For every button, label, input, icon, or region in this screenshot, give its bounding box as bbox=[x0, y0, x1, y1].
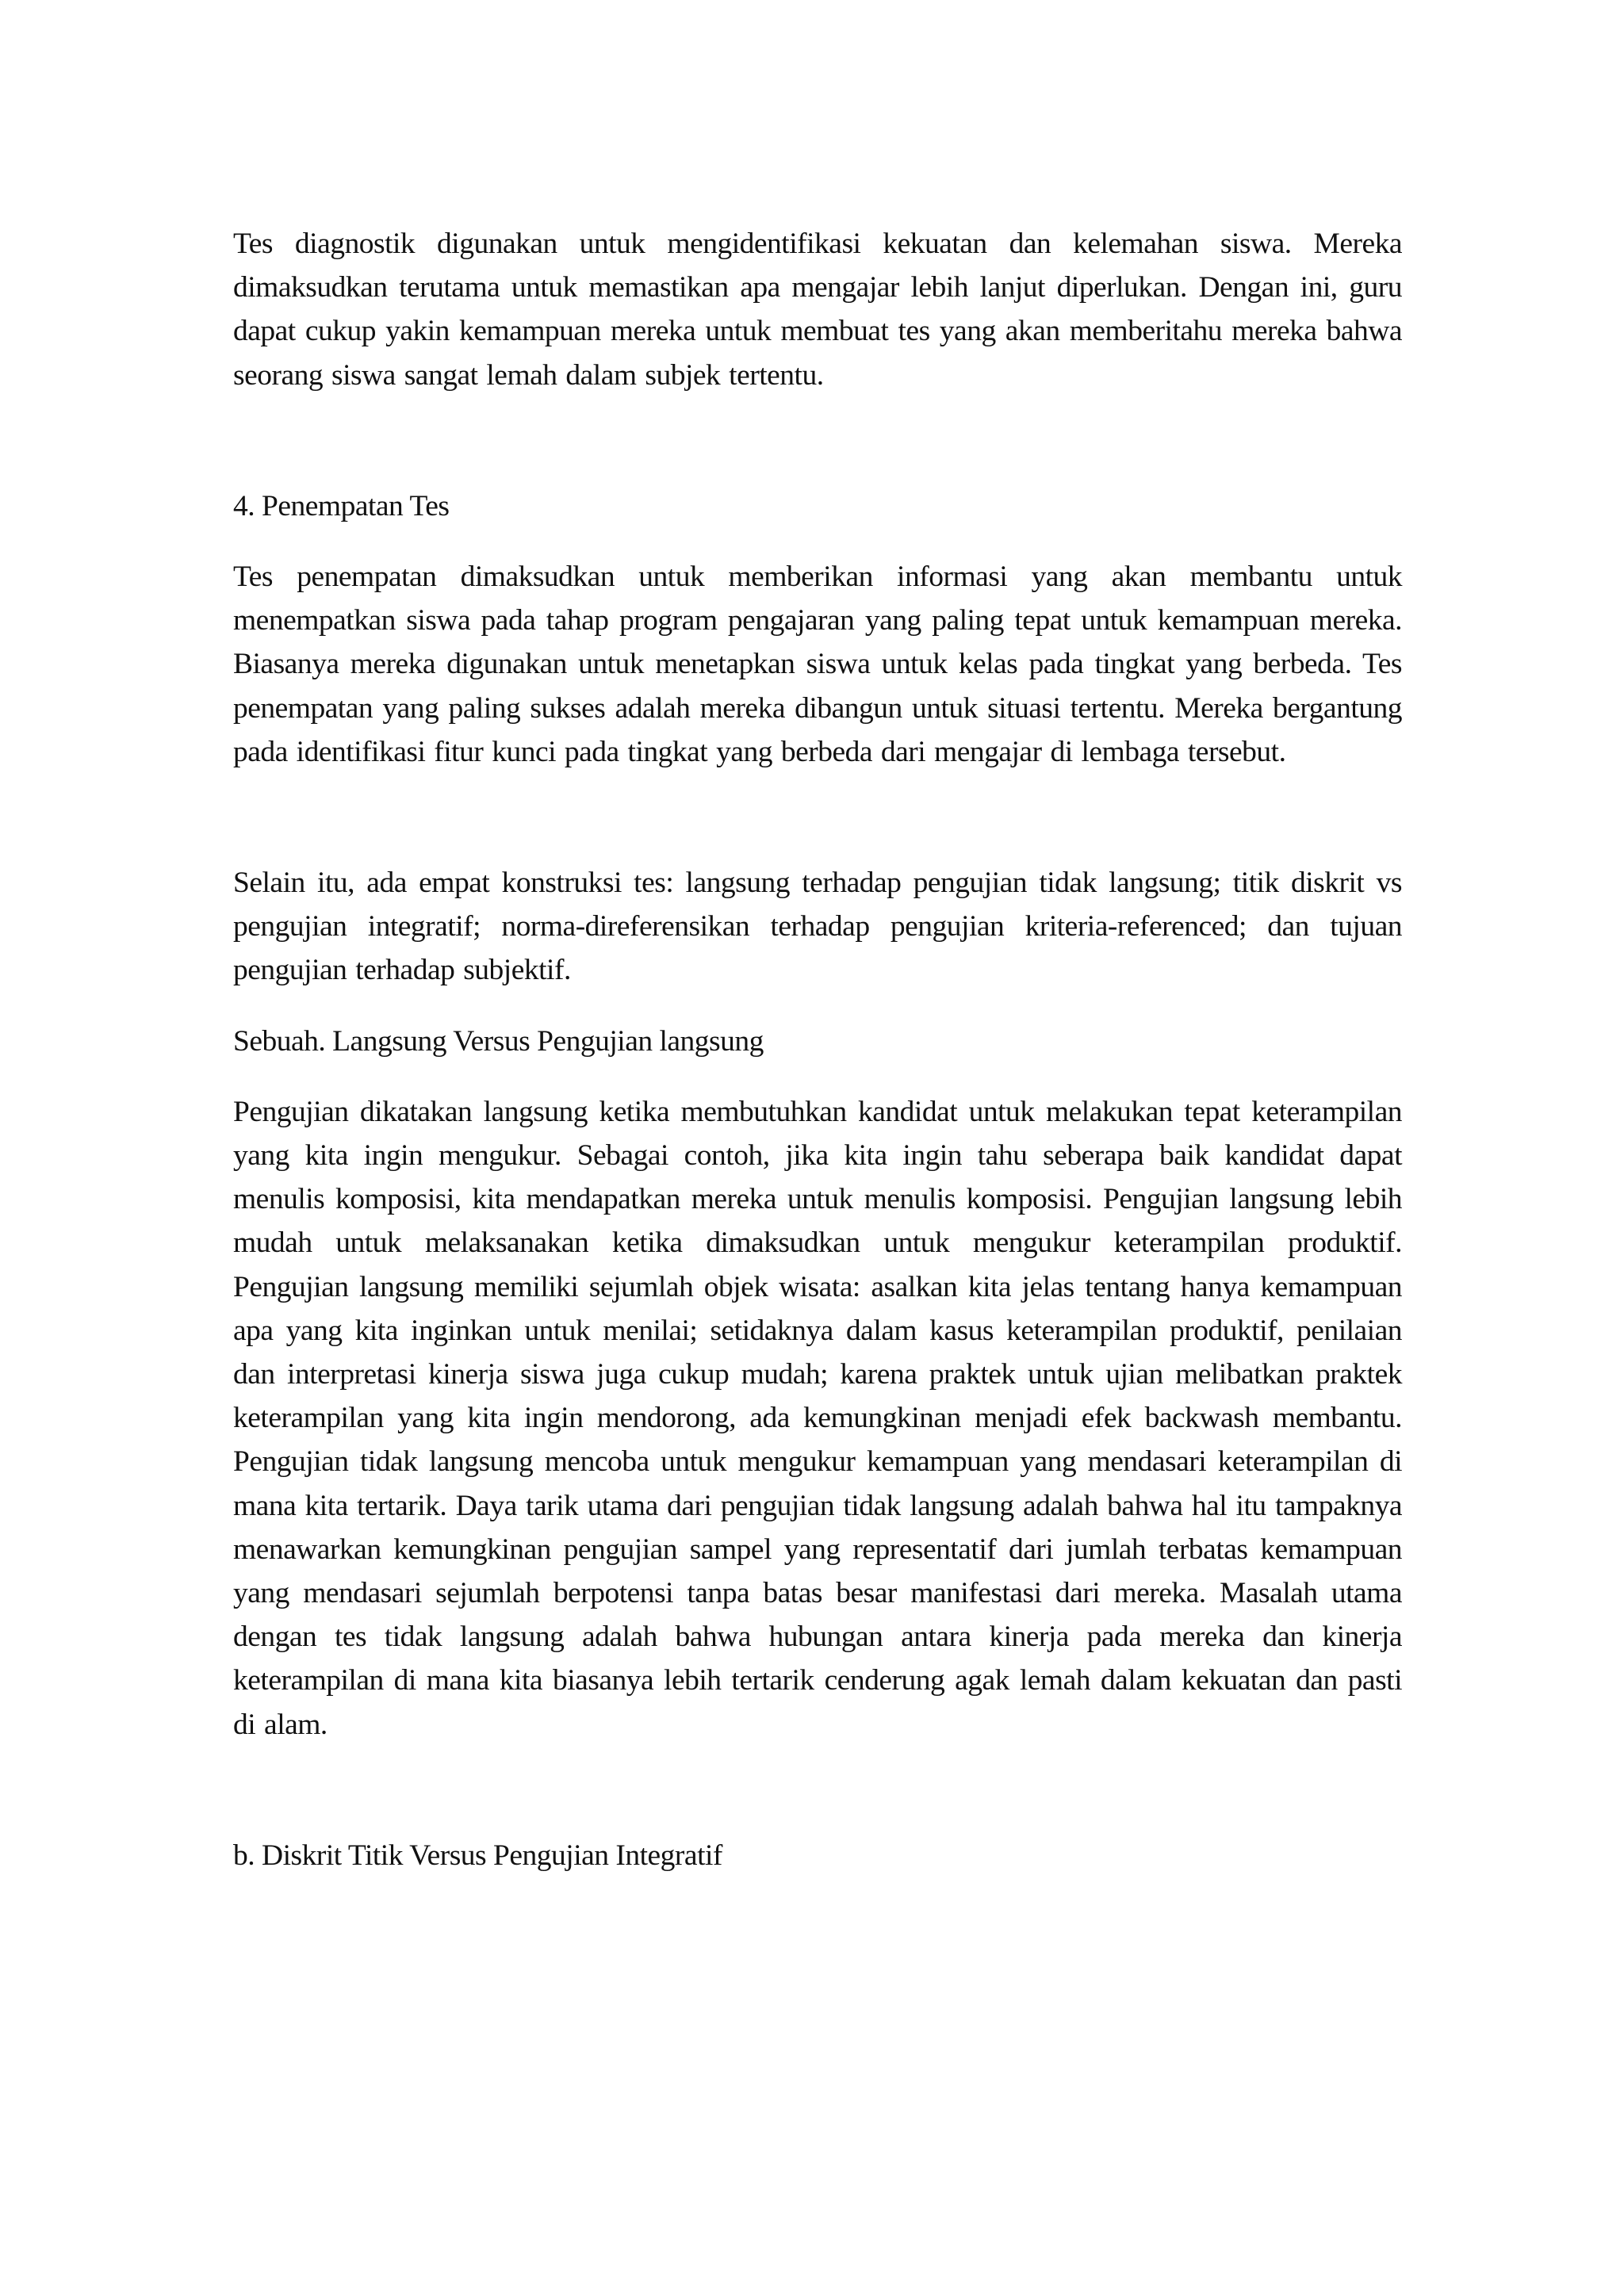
paragraph-direct-vs-indirect: Pengujian dikatakan langsung ketika membutuhkan kandidat untuk melakukan tepat keterampilan yang kita ingin mengukur. Sebagai contoh, jika kita ingin tahu seberapa baik kandidat dapat menulis komposisi, kita mendapatkan mereka untuk menulis komposisi. Pengujian langsung lebih mudah untuk melaksanakan ketika dimaksudkan untuk mengukur keterampilan produktif. Pengujian langsung memiliki sejumlah objek wisata: asalkan kita jelas tentang hanya kemampuan apa yang kita inginkan untuk menilai; setidaknya dalam kasus keterampilan produktif, penilaian dan interpretasi kinerja siswa juga cukup mudah; karena praktek untuk ujian melibatkan praktek keterampilan yang kita ingin mendorong, ada kemungkinan menjadi efek backwash membantu. Pengujian tidak langsung mencoba untuk mengukur kemampuan yang mendasari keterampilan di mana kita tertarik. Daya tarik utama dari pengujian tidak langsung adalah bahwa hal itu tampaknya menawarkan kemungkinan pengujian sampel yang representatif dari jumlah terbatas kemampuan yang mendasari sejumlah berpotensi tanpa batas besar manifestasi dari mereka. Masalah utama dengan tes tidak langsung adalah bahwa hubungan antara kinerja pada mereka dan kinerja keterampilan di mana kita biasanya lebih tertarik cenderung agak lemah dalam kekuatan dan pasti di alam. bbox=[233, 1095, 1402, 1741]
heading-placement-tests: 4. Penempatan Tes bbox=[233, 489, 450, 522]
paragraph-test-constructs: Selain itu, ada empat konstruksi tes: langsung terhadap pengujian tidak langsung; titik diskrit vs pengujian integratif; norma-direferensikan terhadap pengujian kriteria-referenced; dan tujuan pengujian terhadap subjektif. bbox=[233, 867, 1402, 987]
heading-discrete-vs-integrative: b. Diskrit Titik Versus Pengujian Integratif bbox=[233, 1839, 722, 1872]
paragraph-diagnostic-tests: Tes diagnostik digunakan untuk mengidentifikasi kekuatan dan kelemahan siswa. Mereka dimaksudkan terutama untuk memastikan apa mengajar lebih lanjut diperlukan. Dengan ini, guru dapat cukup yakin kemampuan mereka untuk membuat tes yang akan memberitahu mereka bahwa seorang siswa sangat lemah dalam subjek tertentu. bbox=[233, 228, 1402, 392]
document-body bbox=[233, 222, 1402, 1877]
paragraph-placement-tests: Tes penempatan dimaksudkan untuk memberikan informasi yang akan membantu untuk menempatkan siswa pada tahap program pengajaran yang paling tepat untuk kemampuan mereka. Biasanya mereka digunakan untuk menetapkan siswa untuk kelas pada tingkat yang berbeda. Tes penempatan yang paling sukses adalah mereka dibangun untuk situasi tertentu. Mereka bergantung pada identifikasi fitur kunci pada tingkat yang berbeda dari mengajar di lembaga tersebut. bbox=[233, 561, 1402, 768]
heading-direct-vs-indirect: Sebuah. Langsung Versus Pengujian langsung bbox=[233, 1024, 764, 1058]
